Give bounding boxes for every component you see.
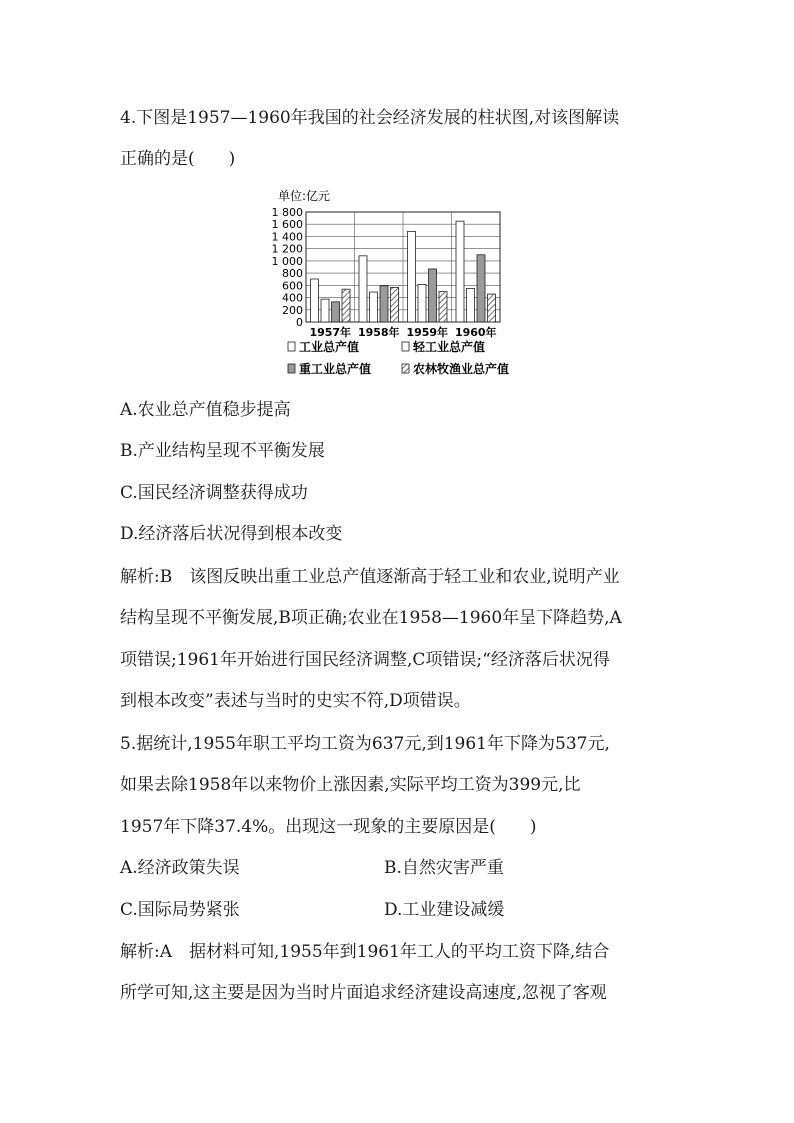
y-tick-label: 1 000	[271, 254, 303, 268]
q5-option-d: D.工业建设减缓	[384, 900, 505, 920]
legend-swatch	[288, 342, 295, 351]
chart-y-ticks	[272, 206, 304, 329]
legend-label: 农林牧渔业总产值	[413, 362, 510, 376]
q4-analysis-line-2: 结构呈现不平衡发展,B项正确;农业在1958—1960年呈下降趋势,A	[120, 608, 622, 628]
q4-option-c: C.国民经济调整获得成功	[120, 483, 308, 503]
q4-option-d: D.经济落后状况得到根本改变	[120, 524, 343, 544]
bar	[380, 286, 388, 322]
x-tick-label: 1960年	[454, 326, 497, 339]
chart-legend	[288, 339, 509, 376]
bar	[311, 279, 319, 322]
bar	[418, 284, 426, 322]
bar	[488, 294, 496, 322]
chart-x-ticks	[309, 325, 496, 339]
q4-analysis-line-3: 项错误;1961年开始进行国民经济调整,C项错误;“经济落后状况得	[120, 650, 610, 670]
q5-stem-line-1: 5.据统计,1955年职工平均工资为637元,到1961年下降为537元,	[120, 734, 610, 754]
bar	[332, 302, 340, 322]
y-tick-label: 1 600	[271, 218, 303, 232]
x-tick-label: 1959年	[406, 326, 449, 339]
q5-analysis-line-1: 解析:A 据材料可知,1955年到1961年工人的平均工资下降,结合	[120, 942, 610, 962]
y-tick-label: 1 400	[271, 230, 303, 244]
bar	[456, 221, 464, 322]
bar	[477, 255, 485, 322]
q5-option-c: C.国际局势紧张	[120, 900, 240, 920]
bar	[467, 288, 475, 322]
chart-unit-label: 单位:亿元	[278, 189, 331, 203]
y-tick-label: 600	[282, 279, 303, 293]
q4-analysis-line-4: 到根本改变”表述与当时的史实不符,D项错误。	[120, 691, 471, 711]
q4-option-b: B.产业结构呈现不平衡发展	[120, 441, 325, 461]
y-tick-label: 1 200	[271, 242, 303, 256]
x-tick-label: 1957年	[309, 326, 352, 339]
bar	[429, 269, 437, 322]
legend-label: 工业总产值	[299, 340, 360, 354]
bar	[439, 292, 447, 322]
q4-option-a: A.农业总产值稳步提高	[120, 400, 291, 420]
bar	[321, 299, 329, 322]
q4-stem-line-1: 4.下图是1957—1960年我国的社会经济发展的柱状图,对该图解读	[120, 108, 620, 128]
q4-analysis-line-1: 解析:B 该图反映出重工业总产值逐渐高于轻工业和农业,说明产业	[120, 567, 620, 587]
legend-swatch	[402, 342, 409, 351]
q5-option-b: B.自然灾害严重	[384, 858, 504, 878]
legend-label: 轻工业总产值	[413, 340, 486, 354]
bar	[391, 287, 399, 322]
q4-stem-line-2: 正确的是( )	[120, 149, 236, 169]
bar	[408, 231, 416, 322]
legend-swatch	[402, 364, 409, 373]
bar	[342, 289, 350, 322]
legend-swatch	[288, 364, 295, 373]
y-tick-label: 0	[296, 316, 303, 329]
legend-label: 重工业总产值	[299, 362, 372, 376]
q5-stem-line-3: 1957年下降37.4%。出现这一现象的主要原因是( )	[120, 817, 537, 837]
q5-analysis-line-2: 所学可知,这主要是因为当时片面追求经济建设高速度,忽视了客观	[120, 983, 607, 1003]
bar	[359, 256, 367, 322]
x-tick-label: 1958年	[357, 326, 400, 339]
y-tick-label: 1 800	[271, 206, 303, 219]
q5-stem-line-2: 如果去除1958年以来物价上涨因素,实际平均工资为399元,比	[120, 775, 581, 795]
bar-chart	[262, 186, 532, 382]
bar	[370, 292, 378, 322]
y-tick-label: 400	[282, 291, 303, 305]
q5-option-a: A.经济政策失误	[120, 858, 240, 878]
y-tick-label: 200	[282, 303, 303, 317]
y-tick-label: 800	[282, 267, 303, 281]
